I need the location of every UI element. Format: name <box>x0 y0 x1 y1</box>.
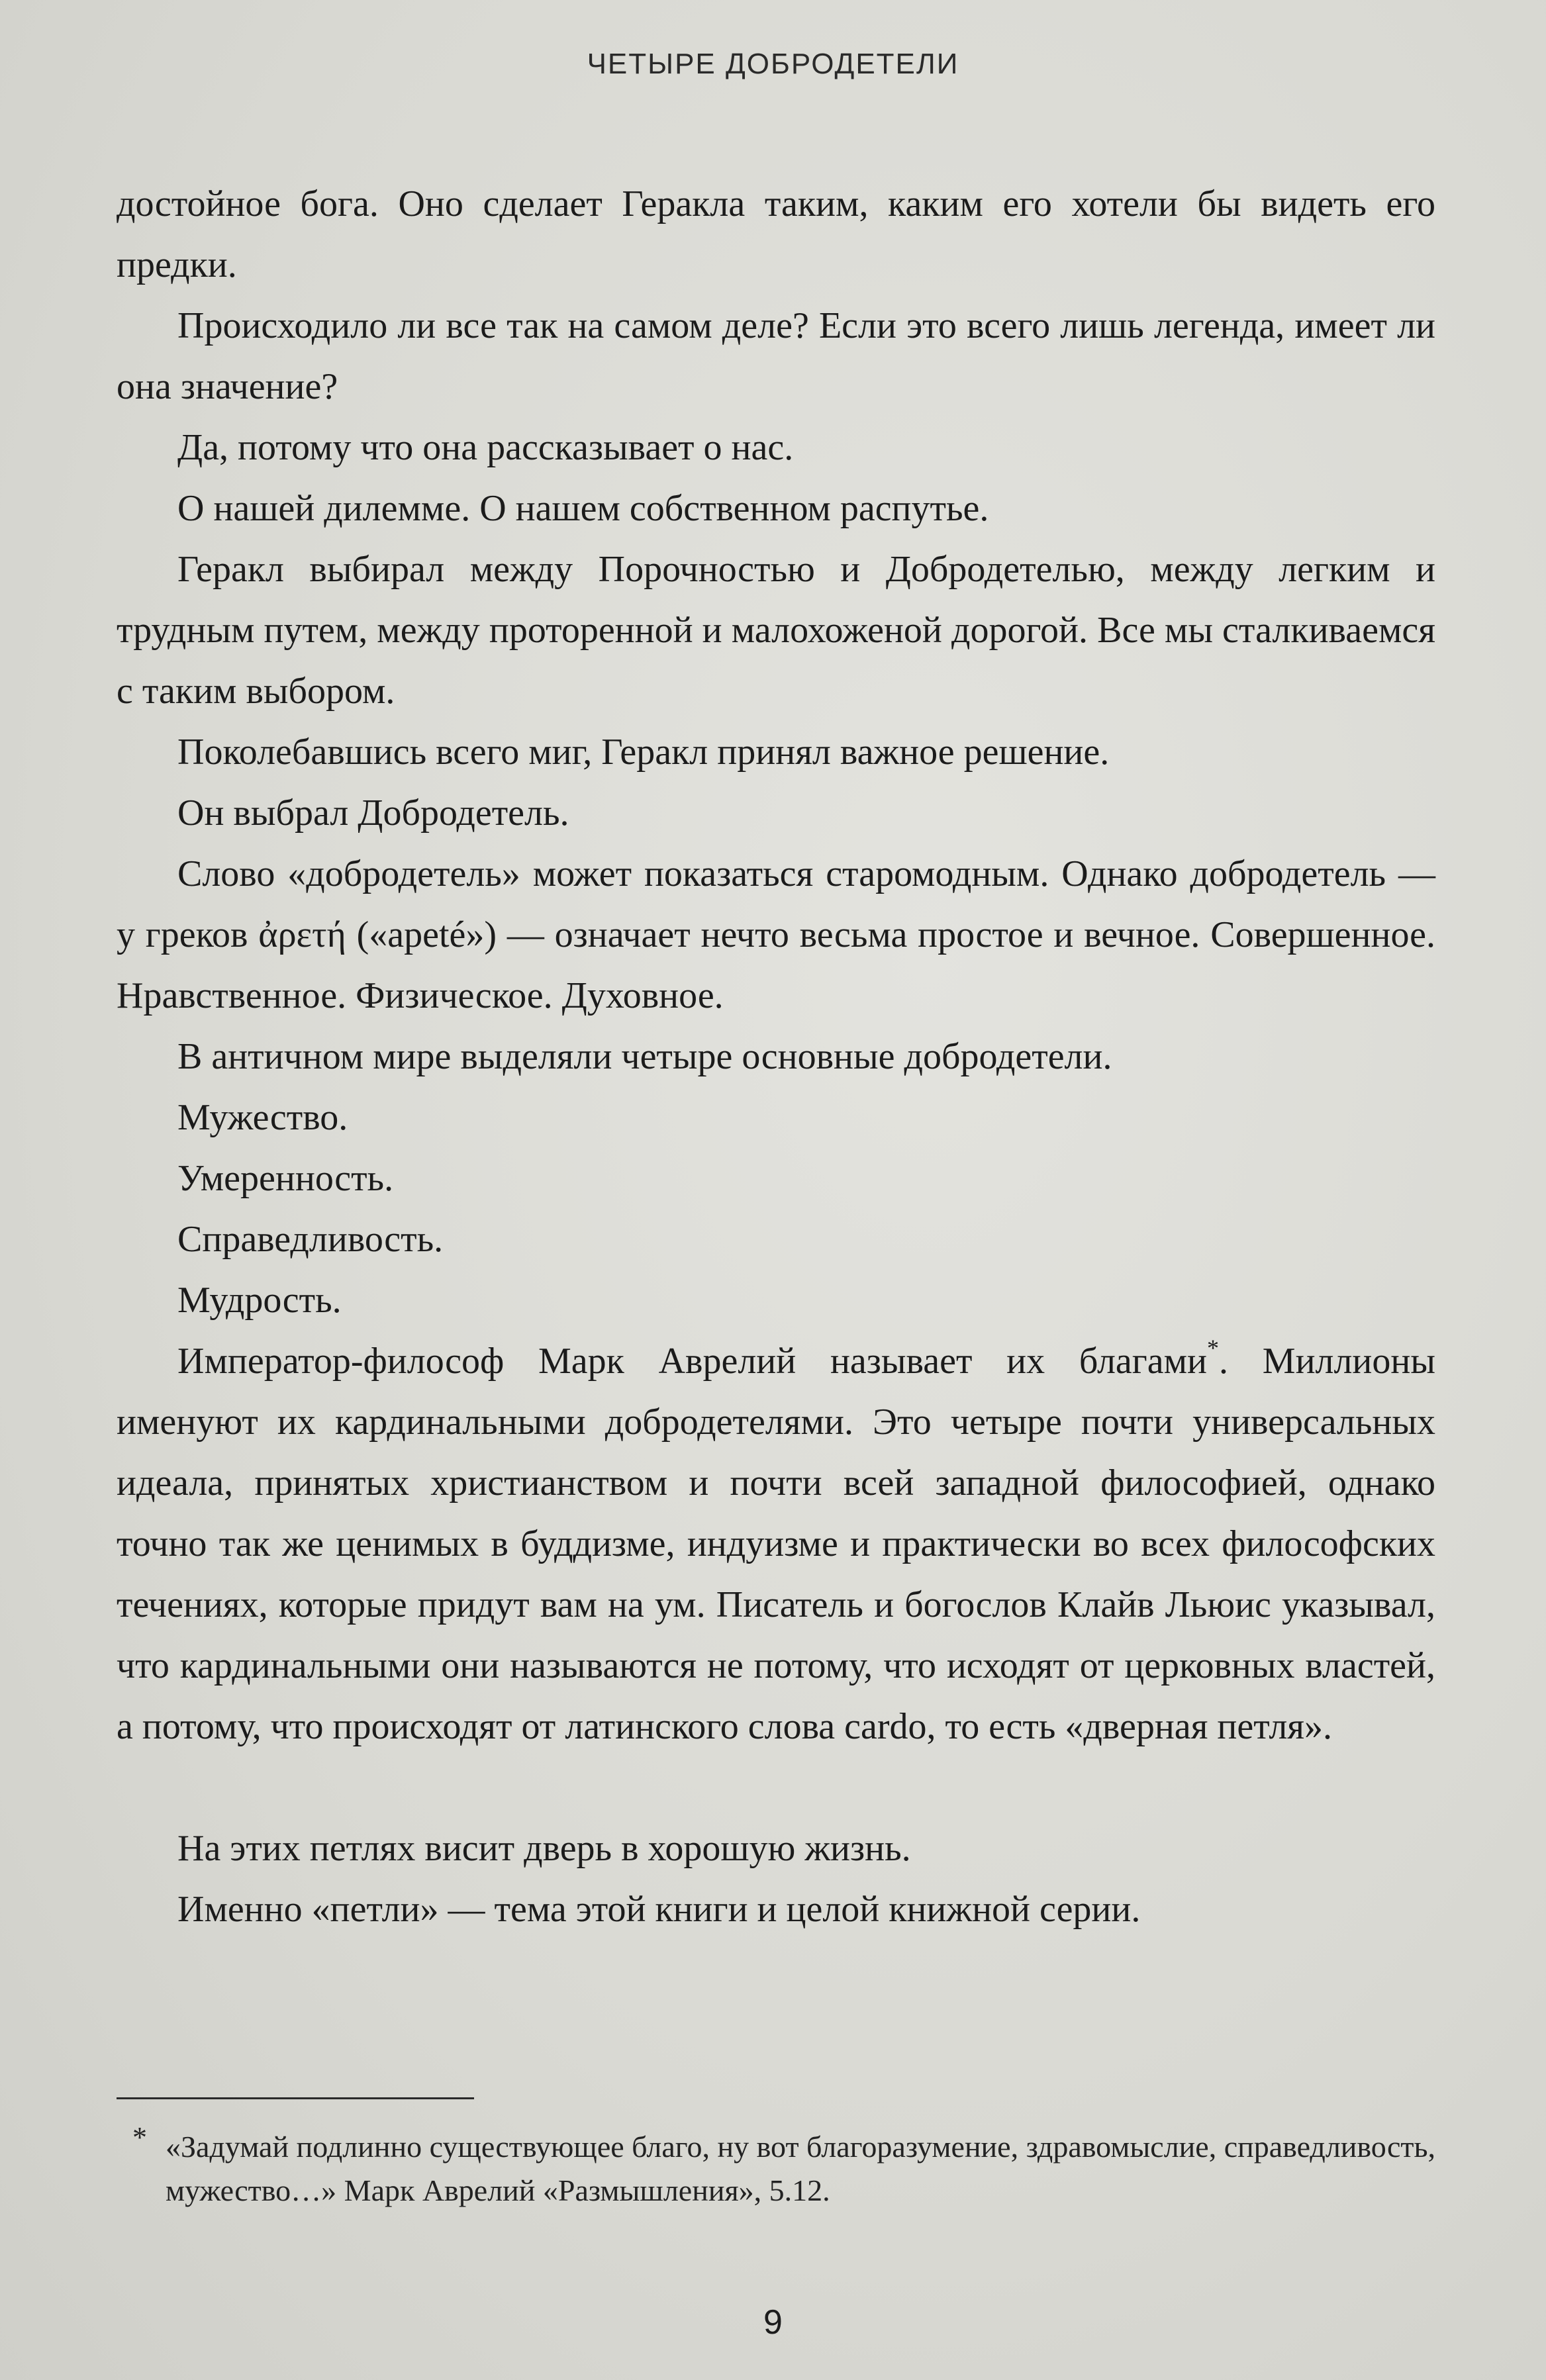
paragraph: Он выбрал Добродетель. <box>177 792 569 833</box>
paragraph-rest: . Миллионы именуют их кардинальными добродетелями. Это четыре почти универсальных идеала, принятых христианством и почти всей западной философией, однако точно так же ценимых в буддизме, индуизме и практически во всех философских течениях, которые придут вам на ум. Писатель и богослов Клайв Льюис указывал, что кардинальными они называются не потому, что исходят от церковных властей, а потому, что происходят от латинского слова cardo, то есть «дверная петля». <box>117 1341 1435 1747</box>
paragraph-cardinal-virtues <box>117 1331 1435 1757</box>
paragraph: В античном мире выделяли четыре основные добродетели. <box>177 1036 1112 1077</box>
footnote-reference[interactable]: * <box>1207 1335 1220 1362</box>
paragraph: На этих петлях висит дверь в хорошую жизнь. <box>177 1828 911 1869</box>
paragraph: достойное бога. Оно сделает Геракла таким, каким его хотели бы видеть его предки. <box>117 183 1435 285</box>
virtue-line: Справедливость. <box>177 1219 444 1260</box>
virtue-line: Мужество. <box>177 1097 348 1138</box>
footnote-divider <box>117 2097 474 2099</box>
paragraph: Да, потому что она рассказывает о нас. <box>177 427 794 468</box>
paragraph: Геракл выбирал между Порочностью и Добродетелью, между легким и трудным путем, между проторенной и малохоженой дорогой. Все мы сталкиваемся с таким выбором. <box>117 549 1435 712</box>
paragraph-start: Император-философ Марк Аврелий называет их благами <box>177 1341 1208 1382</box>
virtue-line: Мудрость. <box>177 1280 342 1321</box>
footnote-text: «Задумай подлинно существующее благо, ну вот благоразумение, здравомыслие, справедливость, мужество…» Марк Аврелий «Размышления», 5.12. <box>166 2130 1435 2207</box>
virtue-line: Умеренность. <box>177 1158 394 1199</box>
body-text <box>117 173 1435 1940</box>
paragraph: Именно «петли» — тема этой книги и целой книжной серии. <box>177 1889 1141 1930</box>
paragraph: О нашей дилемме. О нашем собственном распутье. <box>177 488 989 529</box>
paragraph: Поколебавшись всего миг, Геракл принял важное решение. <box>177 732 1110 773</box>
paragraph: Происходило ли все так на самом деле? Если это всего лишь легенда, имеет ли она значение? <box>117 305 1435 407</box>
page-number: 9 <box>763 2303 783 2342</box>
footnote <box>132 2121 1443 2213</box>
running-head: ЧЕТЫРЕ ДОБРОДЕТЕЛИ <box>587 48 959 80</box>
paragraph: Слово «добродетель» может показаться старомодным. Однако добродетель — у греков ἀρετή («ареté») — означает нечто весьма простое и вечное. Совершенное. Нравственное. Физическое. Духовное. <box>117 853 1435 1016</box>
footnote-marker: * <box>132 2121 147 2154</box>
